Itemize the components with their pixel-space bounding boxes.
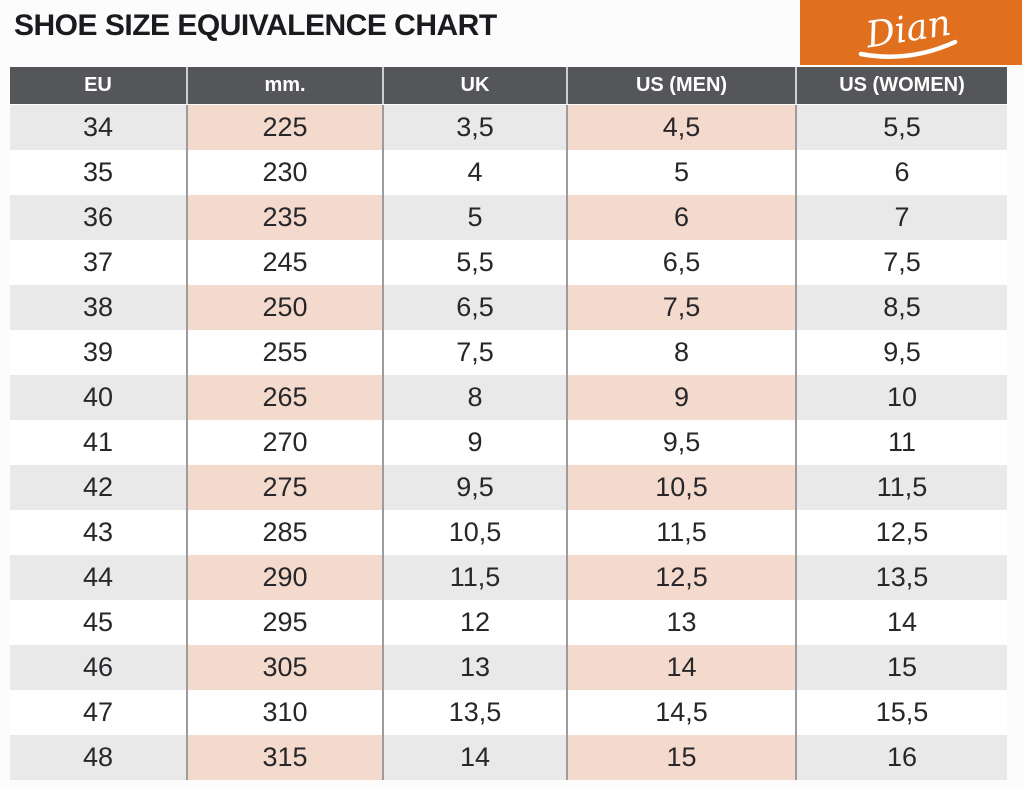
table-cell: 39 (10, 330, 188, 375)
table-cell: 8 (384, 375, 568, 420)
table-cell: 15 (797, 645, 1007, 690)
column-header-uk: UK (384, 67, 568, 104)
table-row (10, 195, 1007, 240)
brand-block (800, 0, 1022, 65)
table-cell: 285 (188, 510, 384, 555)
table-cell: 6,5 (384, 285, 568, 330)
table-row (10, 285, 1007, 330)
table-cell: 6 (568, 195, 797, 240)
table-cell: 38 (10, 285, 188, 330)
table-cell: 14 (384, 735, 568, 780)
table-cell: 47 (10, 690, 188, 735)
table-cell: 245 (188, 240, 384, 285)
table-cell: 34 (10, 105, 188, 150)
table-row (10, 150, 1007, 195)
table-row (10, 375, 1007, 420)
table-header-row (10, 67, 1007, 104)
column-header-mm: mm. (188, 67, 384, 104)
table-cell: 275 (188, 465, 384, 510)
table-cell: 5 (384, 195, 568, 240)
table-cell: 14 (797, 600, 1007, 645)
table-cell: 44 (10, 555, 188, 600)
table-row (10, 465, 1007, 510)
table-row (10, 600, 1007, 645)
table-cell: 225 (188, 105, 384, 150)
table-cell: 235 (188, 195, 384, 240)
table-row (10, 510, 1007, 555)
table-cell: 295 (188, 600, 384, 645)
table-row (10, 420, 1007, 465)
size-chart-table (10, 67, 1007, 780)
table-cell: 5,5 (797, 105, 1007, 150)
table-row (10, 555, 1007, 600)
column-header-us-men: US (MEN) (568, 67, 797, 104)
table-cell: 6 (797, 150, 1007, 195)
table-cell: 9,5 (384, 465, 568, 510)
table-cell: 7,5 (797, 240, 1007, 285)
table-cell: 13,5 (384, 690, 568, 735)
table-cell: 46 (10, 645, 188, 690)
brand-name: Dian (863, 2, 954, 56)
table-cell: 13 (568, 600, 797, 645)
table-cell: 10,5 (568, 465, 797, 510)
table-cell: 5 (568, 150, 797, 195)
table-cell: 10 (797, 375, 1007, 420)
table-cell: 40 (10, 375, 188, 420)
table-cell: 11,5 (797, 465, 1007, 510)
table-row (10, 690, 1007, 735)
table-cell: 8 (568, 330, 797, 375)
table-cell: 48 (10, 735, 188, 780)
table-cell: 255 (188, 330, 384, 375)
table-cell: 4,5 (568, 105, 797, 150)
dian-logo-icon (831, 3, 991, 63)
table-cell: 230 (188, 150, 384, 195)
table-row (10, 330, 1007, 375)
table-cell: 43 (10, 510, 188, 555)
table-cell: 315 (188, 735, 384, 780)
table-cell: 45 (10, 600, 188, 645)
table-cell: 3,5 (384, 105, 568, 150)
table-cell: 14,5 (568, 690, 797, 735)
table-cell: 36 (10, 195, 188, 240)
table-cell: 7,5 (568, 285, 797, 330)
table-cell: 9,5 (568, 420, 797, 465)
table-cell: 9 (568, 375, 797, 420)
page-title: SHOE SIZE EQUIVALENCE CHART (14, 9, 497, 42)
table-row (10, 105, 1007, 150)
table-cell: 290 (188, 555, 384, 600)
table-cell: 14 (568, 645, 797, 690)
table-cell: 35 (10, 150, 188, 195)
table-cell: 6,5 (568, 240, 797, 285)
table-cell: 5,5 (384, 240, 568, 285)
table-cell: 305 (188, 645, 384, 690)
table-cell: 310 (188, 690, 384, 735)
table-cell: 7 (797, 195, 1007, 240)
table-cell: 11,5 (568, 510, 797, 555)
table-cell: 37 (10, 240, 188, 285)
table-cell: 12 (384, 600, 568, 645)
table-cell: 16 (797, 735, 1007, 780)
column-header-us-women: US (WOMEN) (797, 67, 1007, 104)
column-header-eu: EU (10, 67, 188, 104)
table-cell: 41 (10, 420, 188, 465)
table-cell: 15 (568, 735, 797, 780)
table-cell: 10,5 (384, 510, 568, 555)
table-cell: 7,5 (384, 330, 568, 375)
table-row (10, 735, 1007, 780)
table-row (10, 645, 1007, 690)
table-cell: 9 (384, 420, 568, 465)
table-cell: 11,5 (384, 555, 568, 600)
table-cell: 11 (797, 420, 1007, 465)
table-cell: 12,5 (568, 555, 797, 600)
table-cell: 270 (188, 420, 384, 465)
table-cell: 13 (384, 645, 568, 690)
table-cell: 13,5 (797, 555, 1007, 600)
table-cell: 15,5 (797, 690, 1007, 735)
table-cell: 265 (188, 375, 384, 420)
table-cell: 8,5 (797, 285, 1007, 330)
table-cell: 42 (10, 465, 188, 510)
table-cell: 250 (188, 285, 384, 330)
table-cell: 12,5 (797, 510, 1007, 555)
table-cell: 4 (384, 150, 568, 195)
table-body (10, 105, 1007, 780)
table-cell: 9,5 (797, 330, 1007, 375)
table-row (10, 240, 1007, 285)
